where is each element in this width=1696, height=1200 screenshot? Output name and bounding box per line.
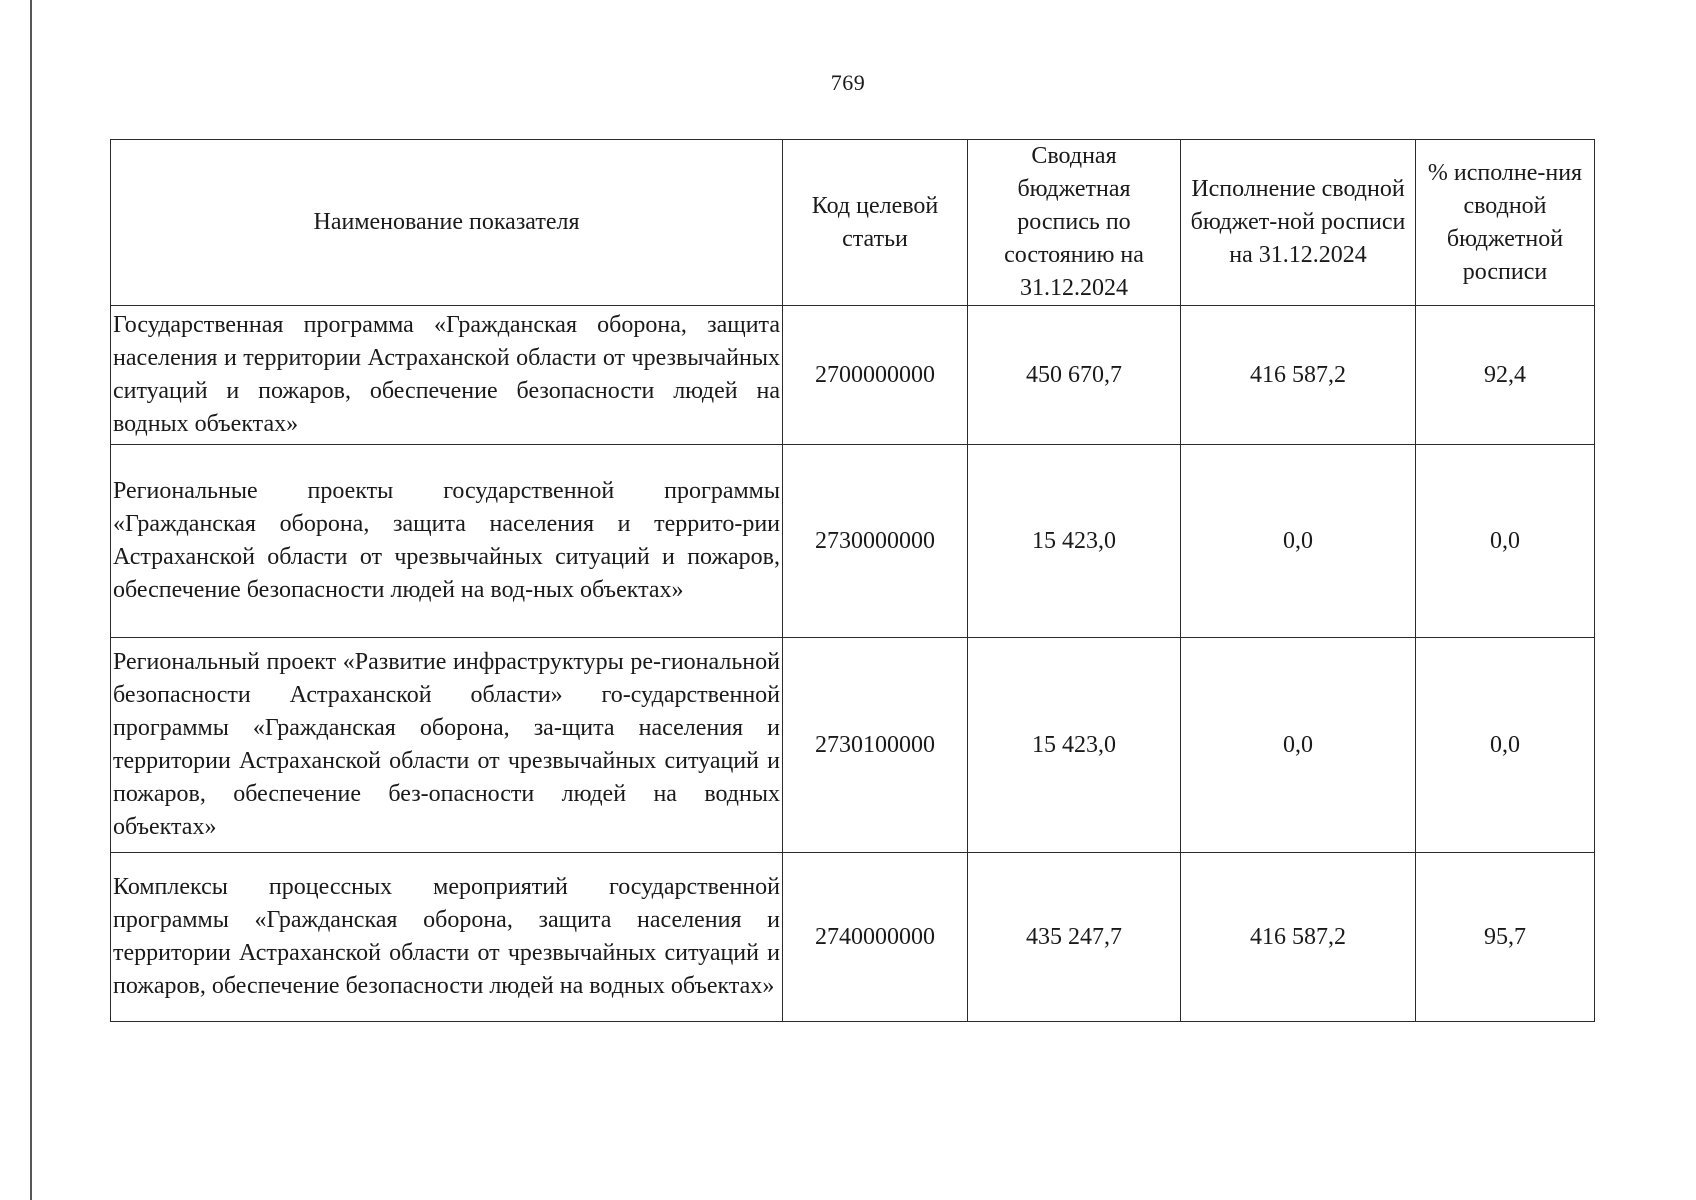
row-execution-percent: 0,0 (1416, 445, 1595, 638)
row-target-code: 2730100000 (783, 638, 968, 853)
header-target-code: Код целевой статьи (783, 140, 968, 306)
row-indicator-name: Государственная программа «Гражданская оборона, защита населения и территории Астраханской области от чрезвычайных ситуаций и пожаров, обеспечение безопасности людей на водных объектах» (111, 306, 783, 445)
row-indicator-name: Региональный проект «Развитие инфраструктуры ре-гиональной безопасности Астраханской области» го-сударственной программы «Гражданская оборона, за-щита населения и территории Астраханской области от чрезвычайных ситуаций и пожаров, обеспечение без-опасности людей на водных объектах» (111, 638, 783, 853)
row-budget-plan: 15 423,0 (968, 445, 1181, 638)
row-indicator-name: Комплексы процессных мероприятий государственной программы «Гражданская оборона, защита населения и территории Астраханской области от чрезвычайных ситуаций и пожаров, обеспечение безопасности людей на водных объектах» (111, 853, 783, 1022)
scan-edge-line (30, 0, 32, 1200)
table-header-row (111, 140, 1595, 306)
row-budget-plan: 15 423,0 (968, 638, 1181, 853)
row-execution-percent: 95,7 (1416, 853, 1595, 1022)
row-budget-execution: 0,0 (1181, 638, 1416, 853)
table-row (111, 445, 1595, 638)
row-budget-execution: 416 587,2 (1181, 853, 1416, 1022)
row-budget-plan: 450 670,7 (968, 306, 1181, 445)
row-budget-execution: 0,0 (1181, 445, 1416, 638)
row-budget-execution: 416 587,2 (1181, 306, 1416, 445)
row-target-code: 2700000000 (783, 306, 968, 445)
table-row (111, 638, 1595, 853)
header-indicator-name: Наименование показателя (111, 140, 783, 306)
row-indicator-name: Региональные проекты государственной программы «Гражданская оборона, защита населения и террито-рии Астраханской области от чрезвычайных ситуаций и пожаров, обеспечение безопасности людей на вод-ных объектах» (111, 445, 783, 638)
header-budget-execution: Исполнение сводной бюджет-ной росписи на 31.12.2024 (1181, 140, 1416, 306)
row-execution-percent: 0,0 (1416, 638, 1595, 853)
page-number: 769 (830, 70, 866, 95)
budget-execution-table (110, 139, 1595, 1022)
table-row (111, 853, 1595, 1022)
header-execution-percent: % исполне-ния сводной бюджетной росписи (1416, 140, 1595, 306)
table-row (111, 306, 1595, 445)
header-budget-plan: Сводная бюджетная роспись по состоянию на 31.12.2024 (968, 140, 1181, 306)
row-budget-plan: 435 247,7 (968, 853, 1181, 1022)
row-target-code: 2730000000 (783, 445, 968, 638)
row-execution-percent: 92,4 (1416, 306, 1595, 445)
row-target-code: 2740000000 (783, 853, 968, 1022)
